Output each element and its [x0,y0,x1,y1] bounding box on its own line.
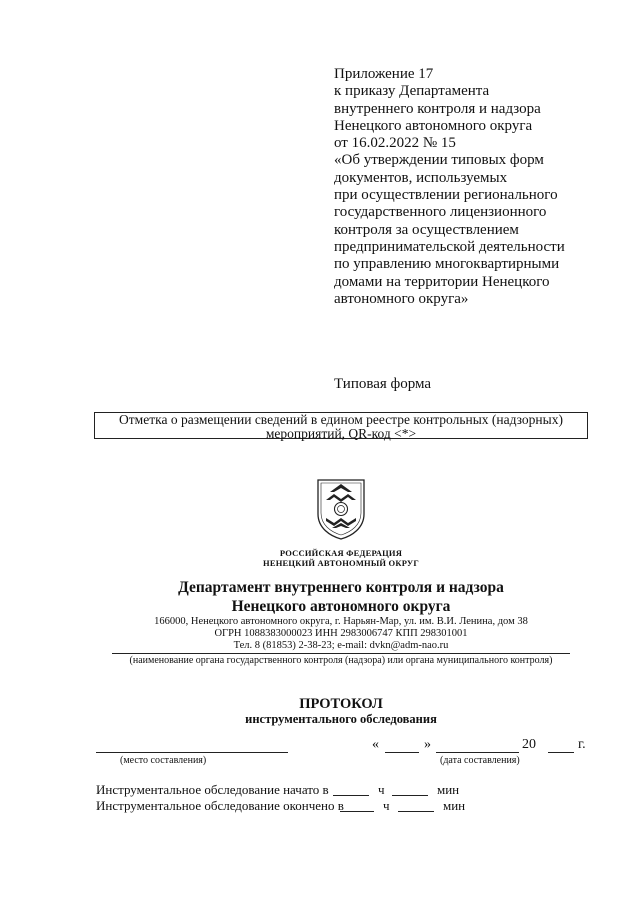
appendix-line: домами на территории Ненецкого [334,273,550,290]
department-address: 166000, Ненецкого автономного округа, г. Нарьян-Мар, ул. им. В.И. Ленина, дом 38 [154,616,528,627]
date-open-quote: « [372,737,379,752]
start-minutes-unit: мин [437,782,460,797]
end-hours-unit: ч [383,798,390,813]
end-minutes-unit: мин [443,798,466,813]
qr-box-line: Отметка о размещении сведений в едином реестре контрольных (надзорных) [119,412,563,427]
date-year-prefix: 20 [522,737,536,752]
appendix-line: к приказу Департамента [334,83,490,100]
protocol-subtitle: инструментального обследования [245,712,437,726]
start-time-row [96,782,329,798]
end-label: Инструментальное обследование окончено в [96,798,344,813]
appendix-line: документов, используемых [334,169,508,186]
start-hours-field[interactable] [333,795,369,796]
appendix-line: контроля за осуществлением [334,221,519,238]
date-day-field[interactable] [385,752,419,753]
end-time-row [96,798,344,814]
appendix-line: по управлению многоквартирными [334,256,560,273]
date-year-field[interactable] [548,752,574,753]
protocol-title: ПРОТОКОЛ [299,696,383,712]
department-contacts: Тел. 8 (81853) 2-38-23; e-mail: dvkn@adm-nao.ru [233,640,449,651]
date-caption: (дата составления) [440,755,520,766]
appendix-line: предпринимательской деятельности [334,238,565,255]
appendix-line: внутреннего контроля и надзора [334,100,541,117]
start-minutes-field[interactable] [392,795,428,796]
place-field-line[interactable] [96,752,288,753]
appendix-block [334,66,634,308]
date-month-field[interactable] [436,752,519,753]
appendix-line: автономного округа» [334,290,469,307]
department-name: Департамент внутреннего контроля и надзора [178,579,504,596]
start-hours-unit: ч [378,782,385,797]
department-region: Ненецкого автономного округа [231,598,451,615]
org-divider [112,653,570,654]
start-label: Инструментальное обследование начато в [96,782,329,797]
date-year-suffix: г. [578,737,586,752]
date-close-quote: » [424,737,431,752]
department-ids: ОГРН 1088383000023 ИНН 2983006747 КПП 298301001 [214,628,468,639]
appendix-line: Приложение 17 [334,66,434,82]
end-minutes-field[interactable] [398,811,434,812]
end-hours-field[interactable] [340,811,374,812]
region-name: НЕНЕЦКИЙ АВТОНОМНЫЙ ОКРУГ [263,558,419,568]
qr-registry-box [94,412,588,439]
qr-box-line: мероприятий, QR-код <*> [265,426,417,441]
appendix-line: государственного лицензионного [334,204,547,221]
appendix-line: Ненецкого автономного округа [334,117,533,134]
org-caption: (наименование органа государственного контроля (надзора) или органа муниципального контроля) [129,655,553,666]
coat-of-arms-icon [316,478,366,540]
form-type-label: Типовая форма [334,376,432,392]
place-caption: (место составления) [120,755,207,766]
appendix-line: при осуществлении регионального [334,187,558,204]
appendix-line: «Об утверждении типовых форм [334,152,544,169]
country-name: РОССИЙСКАЯ ФЕДЕРАЦИЯ [279,548,403,558]
appendix-line: от 16.02.2022 № 15 [334,135,456,152]
